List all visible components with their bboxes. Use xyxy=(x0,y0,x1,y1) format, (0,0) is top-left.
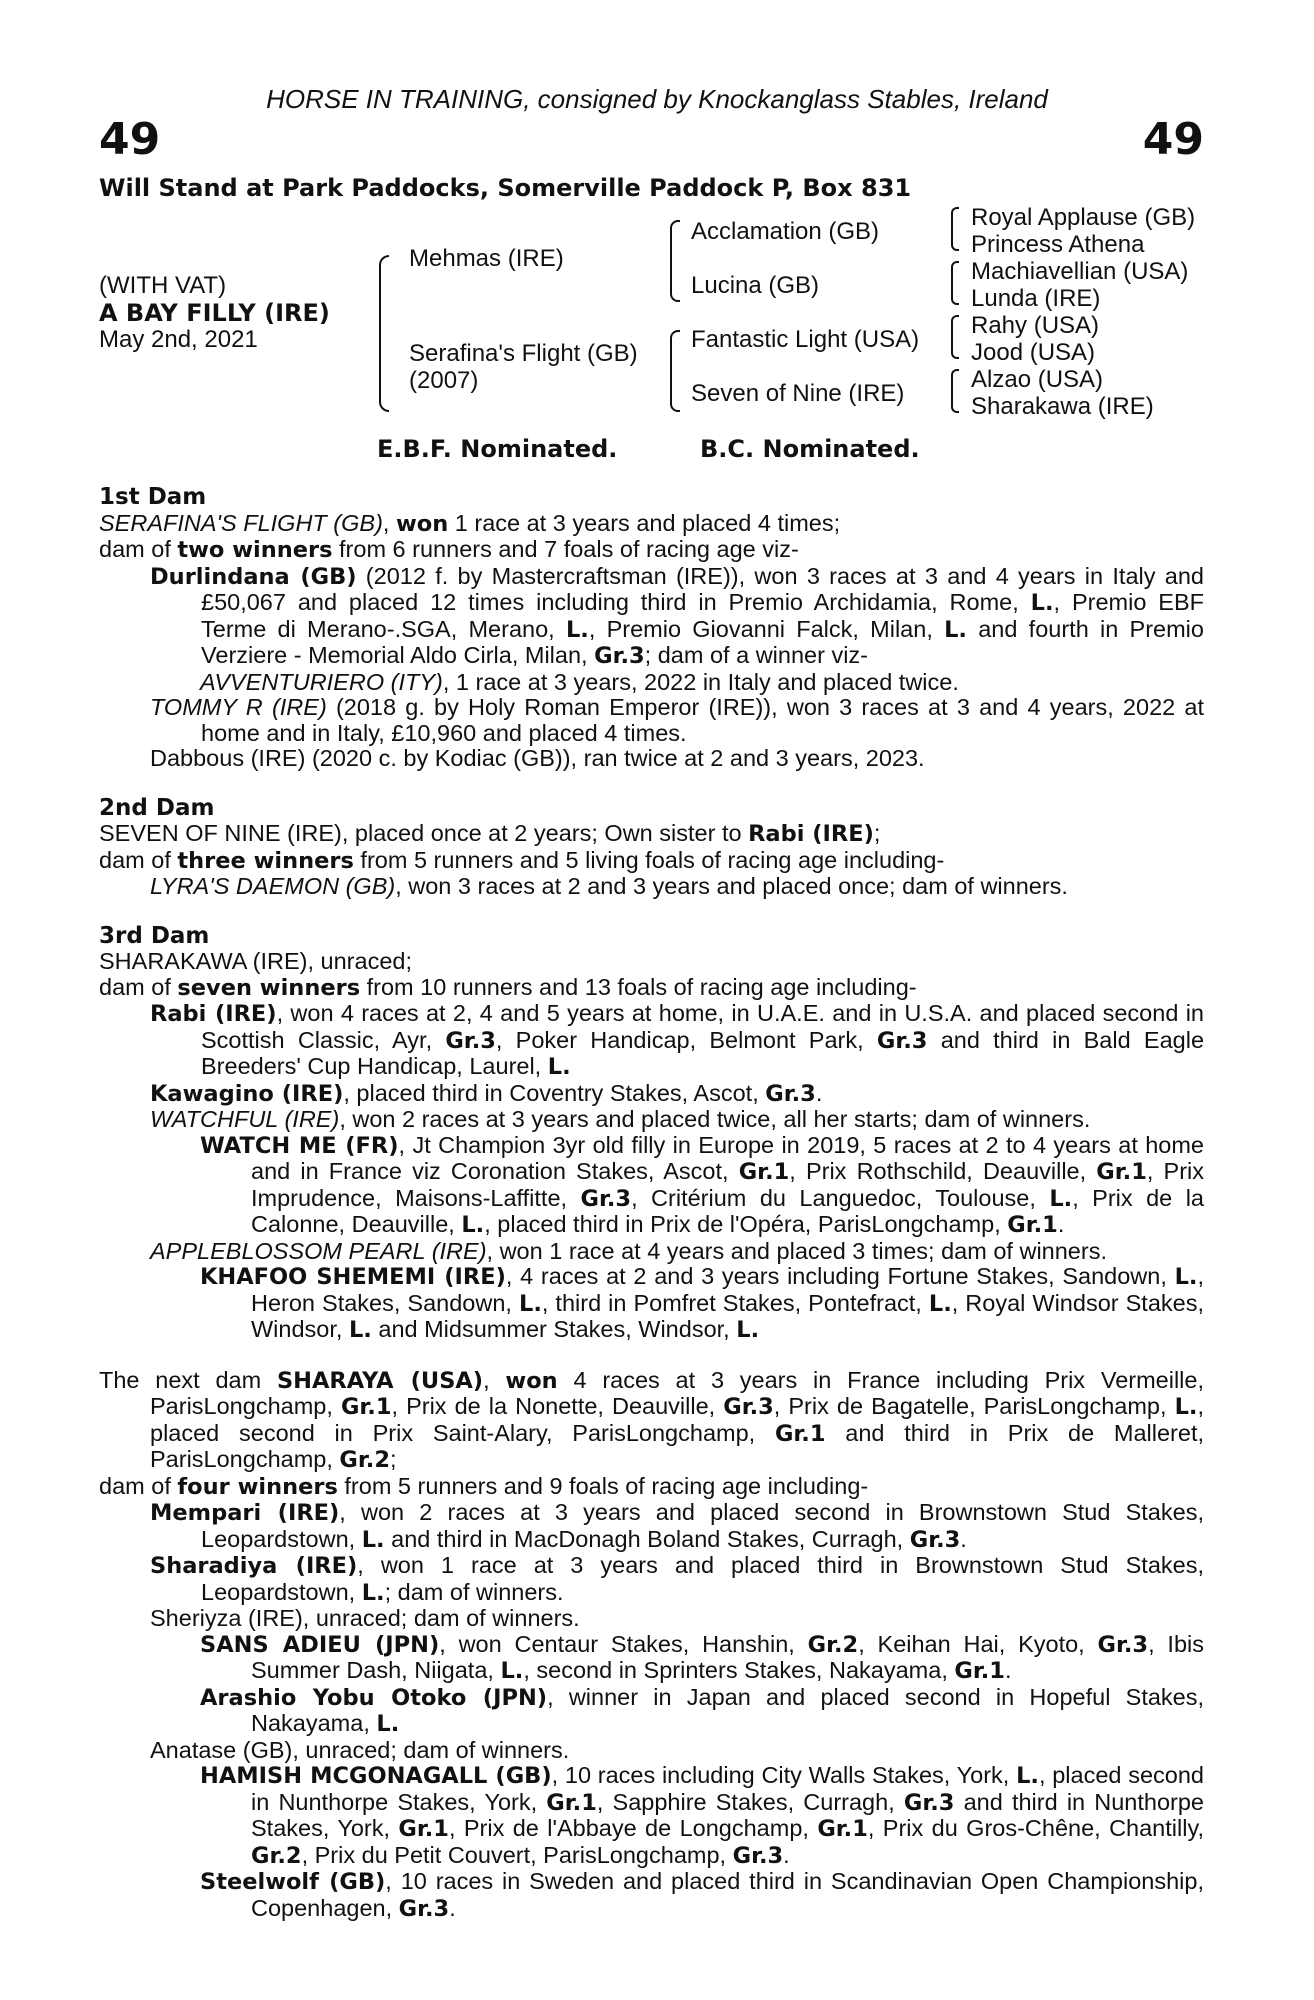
dam-dam: Seven of Nine (IRE) xyxy=(691,380,905,407)
ebf-nomination: E.B.F. Nominated. xyxy=(377,435,618,463)
first-dam-heading: 1st Dam xyxy=(99,484,207,510)
granddam-4: Sharakawa (IRE) xyxy=(971,393,1154,420)
dam-foaling-year: (2007) xyxy=(409,367,479,394)
produce-rabi: Rabi (IRE), won 4 races at 2, 4 and 5 years at home, in U.A.E. and in U.S.A. and placed second in Scottish Classic, Ayr, Gr.3, Poker Handicap, Belmont Park, Gr.3 and third in Bald Eagle Breeders' Cup Handicap, Laurel, L. xyxy=(150,1000,1205,1080)
produce-mempari: Mempari (IRE), won 2 races at 3 years and placed second in Brownstown Stud Stakes, Leopardstown, L. and third in MacDonagh Boland Stakes, Curragh, Gr.3. xyxy=(150,1499,1204,1553)
foaling-date: May 2nd, 2021 xyxy=(99,326,258,353)
produce-khafoo-shememi: KHAFOO SHEMEMI (IRE), 4 races at 2 and 3 years including Fortune Stakes, Sandown, L., Heron Stakes, Sandown, L., third in Pomfret Stakes, Pontefract, L., Royal Windsor Stakes, Windsor, L. and Midsummer Stakes, Windsor, L. xyxy=(200,1263,1205,1343)
g-brace-1 xyxy=(951,207,959,251)
subject-brace xyxy=(379,255,389,412)
dam-sire: Fantastic Light (USA) xyxy=(691,326,920,353)
g-brace-3 xyxy=(951,315,959,359)
second-dam-heading: 2nd Dam xyxy=(99,794,215,821)
catalogue-body xyxy=(99,485,1204,1922)
third-dam-record: SHARAKAWA (IRE), unraced; xyxy=(99,948,412,974)
produce-lyras-daemon: LYRA'S DAEMON (GB), won 3 races at 2 and 3 years and placed once; dam of winners. xyxy=(150,873,1068,899)
produce-arashio-yobu-otoko: Arashio Yobu Otoko (JPN), winner in Japan and placed second in Hopeful Stakes, Nakayama, L. xyxy=(200,1683,1205,1737)
grandsire-3: Rahy (USA) xyxy=(971,312,1100,339)
produce-tommy-r: TOMMY R (IRE) (2018 g. by Holy Roman Emperor (IRE)), won 3 races at 3 and 4 years, 2022 at home and in Italy, £10,960 and placed 4 times. xyxy=(150,694,1204,746)
produce-anatase: Anatase (GB), unraced; dam of winners. xyxy=(150,1736,570,1763)
granddam-2: Lunda (IRE) xyxy=(971,285,1101,312)
bc-nomination: B.C. Nominated. xyxy=(700,435,920,463)
sire-dam: Lucina (GB) xyxy=(691,272,820,299)
second-dam-produce-summary: dam of three winners from 5 runners and 5 living foals of racing age including- xyxy=(99,846,945,874)
subject-horse: A BAY FILLY (IRE) xyxy=(99,299,330,327)
dam: Serafina's Flight (GB) xyxy=(409,340,638,367)
third-dam-produce-summary: dam of seven winners from 10 runners and 13 foals of racing age including- xyxy=(99,973,917,1001)
produce-appleblossom-pearl: APPLEBLOSSOM PEARL (IRE), won 1 race at 4 years and placed 3 times; dam of winners. xyxy=(150,1237,1107,1264)
sire: Mehmas (IRE) xyxy=(409,245,564,272)
third-dam-heading: 3rd Dam xyxy=(99,922,210,949)
produce-sharadiya: Sharadiya (IRE), won 1 race at 3 years and placed third in Brownstown Stud Stakes, Leopardstown, L.; dam of winners. xyxy=(150,1552,1204,1606)
stand-location: Will Stand at Park Paddocks, Somerville Paddock P, Box 831 xyxy=(99,174,912,202)
produce-watch-me: WATCH ME (FR), Jt Champion 3yr old filly in Europe in 2019, 5 races at 2 to 4 years at home and in France viz Coronation Stakes, Ascot, Gr.1, Prix Rothschild, Deauville, Gr.1, Prix Imprudence, Maisons-Laffitte, Gr.3, Critérium du Languedoc, Toulouse, L., Prix de la Calonne, Deauville, L., placed third in Prix de l'Opéra, ParisLongchamp, Gr.1. xyxy=(200,1131,1205,1238)
second-dam-record: SEVEN OF NINE (IRE), placed once at 2 years; Own sister to Rabi (IRE); xyxy=(99,820,881,847)
grandsire-2: Machiavellian (USA) xyxy=(971,258,1189,285)
vat-note: (WITH VAT) xyxy=(99,272,227,299)
produce-sheriyza: Sheriyza (IRE), unraced; dam of winners. xyxy=(150,1605,580,1631)
produce-kawagino: Kawagino (IRE), placed third in Coventry Stakes, Ascot, Gr.3. xyxy=(150,1079,823,1107)
granddam-3: Jood (USA) xyxy=(971,339,1096,366)
produce-sans-adieu: SANS ADIEU (JPN), won Centaur Stakes, Hanshin, Gr.2, Keihan Hai, Kyoto, Gr.3, Ibis Summer Dash, Niigata, L., second in Sprinters Stakes, Nakayama, Gr.1. xyxy=(200,1630,1204,1684)
lot-number-left: 49 xyxy=(99,114,161,165)
next-dam-produce-summary: dam of four winners from 5 runners and 9 foals of racing age including- xyxy=(99,1472,869,1500)
first-dam-produce-summary: dam of two winners from 6 runners and 7 foals of racing age viz- xyxy=(99,536,799,563)
granddam-1: Princess Athena xyxy=(971,231,1145,258)
g-brace-4 xyxy=(951,369,959,413)
sire-brace xyxy=(670,220,680,302)
g-brace-2 xyxy=(951,261,959,305)
produce-durlindana: Durlindana (GB) (2012 f. by Mastercraftsman (IRE)), won 3 races at 3 and 4 years in Italy and £50,067 and placed 12 times including third in Premio Archidamia, Rome, L., Premio EBF Terme di Merano-.SGA, Merano, L., Premio Giovanni Falck, Milan, L. and fourth in Premio Verziere - Memorial Aldo Cirla, Milan, Gr.3; dam of a winner viz- xyxy=(150,562,1204,669)
produce-watchful: WATCHFUL (IRE), won 2 races at 3 years and placed twice, all her starts; dam of winners. xyxy=(150,1106,1091,1132)
sire-sire: Acclamation (GB) xyxy=(691,218,880,245)
first-dam-record: SERAFINA'S FLIGHT (GB), won 1 race at 3 years and placed 4 times; xyxy=(99,509,841,537)
produce-dabbous: Dabbous (IRE) (2020 c. by Kodiac (GB)), ran twice at 2 and 3 years, 2023. xyxy=(150,745,925,771)
consignment-header: HORSE IN TRAINING, consigned by Knockanglass Stables, Ireland xyxy=(266,84,1048,114)
lot-number-right: 49 xyxy=(1142,114,1204,165)
dam-brace xyxy=(670,330,680,412)
produce-steelwolf: Steelwolf (GB), 10 races in Sweden and placed third in Scandinavian Open Championship, Copenhagen, Gr.3. xyxy=(200,1868,1204,1922)
next-dam-record: The next dam SHARAYA (USA), won 4 races at 3 years in France including Prix Vermeille, ParisLongchamp, Gr.1, Prix de la Nonette, Deauville, Gr.3, Prix de Bagatelle, ParisLongchamp, L., placed second in Prix Saint-Alary, ParisLongchamp, Gr.1 and third in Prix de Malleret, ParisLongchamp, Gr.2; xyxy=(99,1366,1205,1473)
produce-avventuriero: AVVENTURIERO (ITY), 1 race at 3 years, 2022 in Italy and placed twice. xyxy=(200,668,959,695)
grandsire-4: Alzao (USA) xyxy=(971,366,1104,393)
grandsire-1: Royal Applause (GB) xyxy=(971,204,1196,231)
produce-hamish-mcgonagall: HAMISH MCGONAGALL (GB), 10 races including City Walls Stakes, York, L., placed second in Nunthorpe Stakes, York, Gr.1, Sapphire Stakes, Curragh, Gr.3 and third in Nunthorpe Stakes, York, Gr.1, Prix de l'Abbaye de Longchamp, Gr.1, Prix du Gros-Chêne, Chantilly, Gr.2, Prix du Petit Couvert, ParisLongchamp, Gr.3. xyxy=(200,1762,1205,1869)
